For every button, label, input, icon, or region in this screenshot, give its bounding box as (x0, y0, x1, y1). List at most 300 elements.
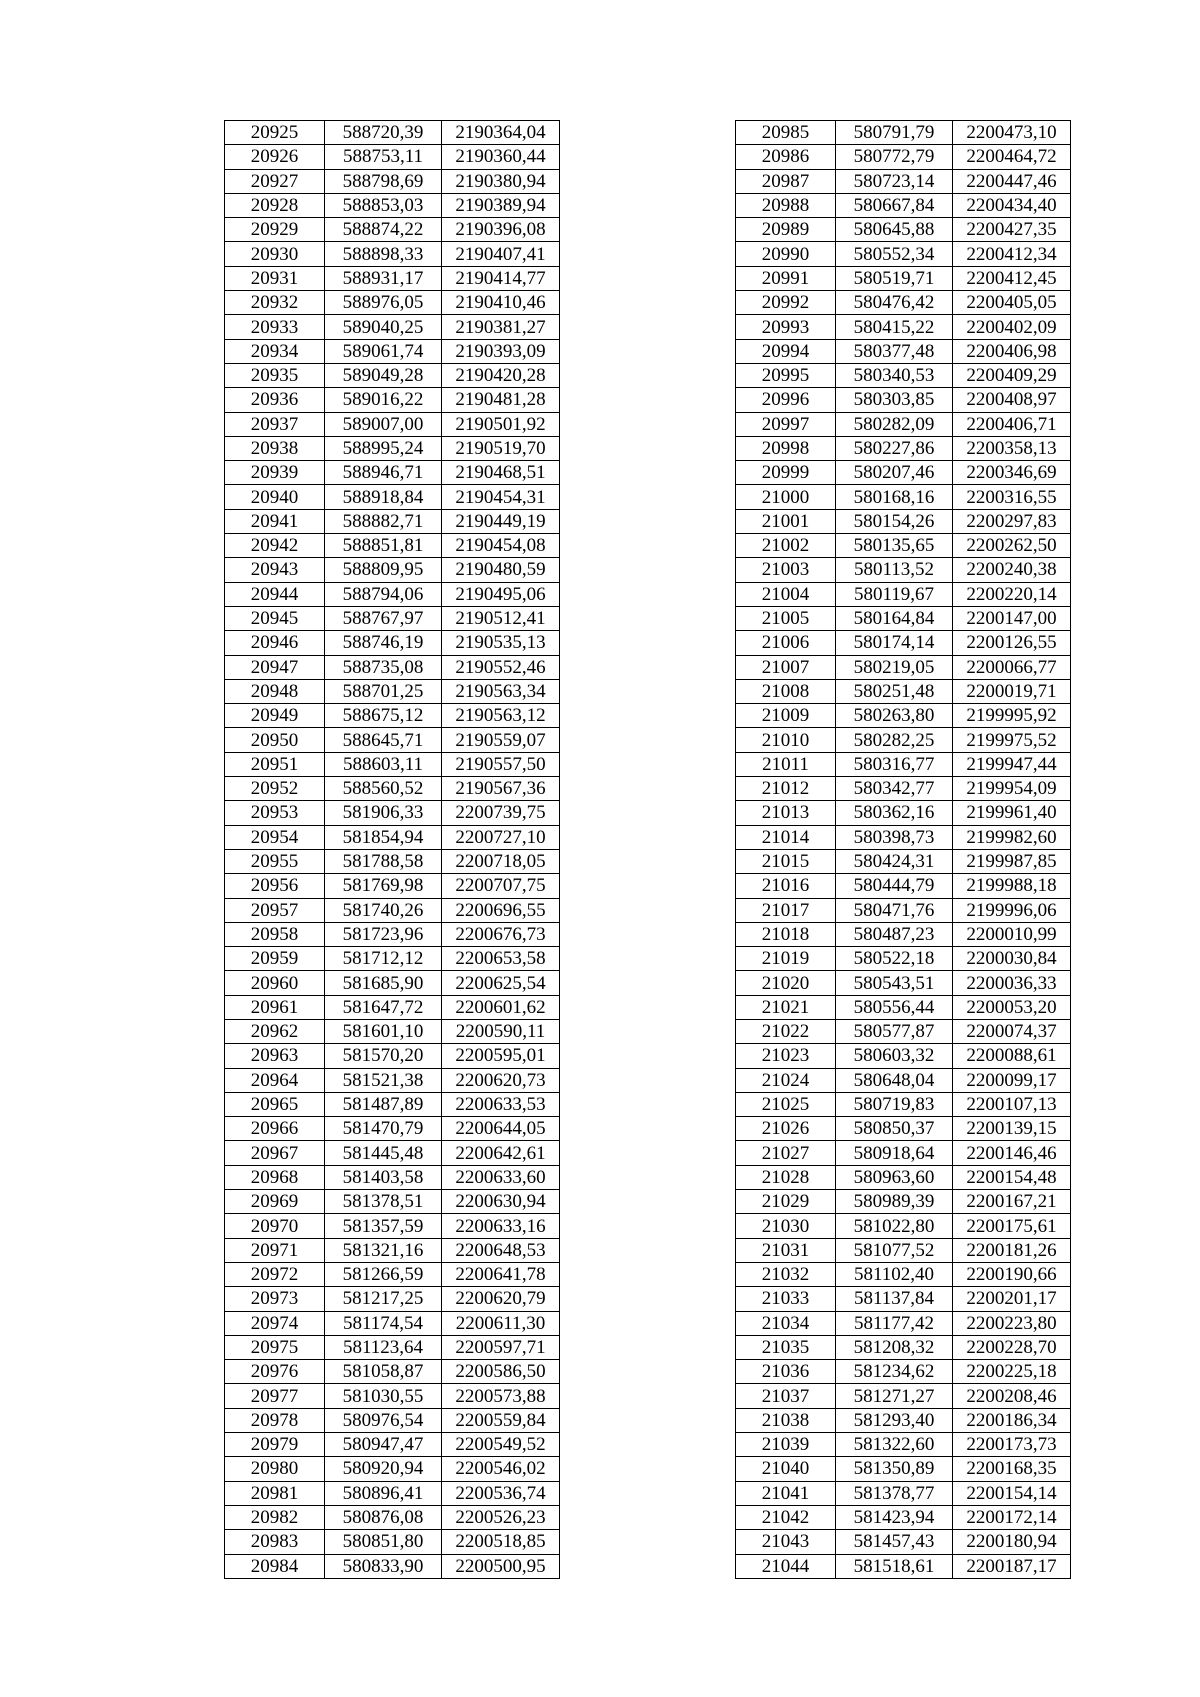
y-coordinate-cell: 2200053,20 (953, 995, 1071, 1019)
point-number-cell: 20967 (225, 1141, 325, 1165)
table-row (736, 606, 1071, 630)
y-coordinate-cell: 2190420,28 (442, 363, 560, 387)
point-number-cell: 20996 (736, 388, 836, 412)
point-number-cell: 20999 (736, 461, 836, 485)
y-coordinate-cell: 2190512,41 (442, 606, 560, 630)
table-row (225, 898, 560, 922)
x-coordinate-cell: 581470,79 (325, 1117, 442, 1141)
x-coordinate-cell: 580251,48 (836, 679, 953, 703)
x-coordinate-cell: 589040,25 (325, 315, 442, 339)
point-number-cell: 21020 (736, 971, 836, 995)
x-coordinate-cell: 588918,84 (325, 485, 442, 509)
point-number-cell: 20945 (225, 606, 325, 630)
point-number-cell: 21021 (736, 995, 836, 1019)
x-coordinate-cell: 581570,20 (325, 1044, 442, 1068)
point-number-cell: 20980 (225, 1457, 325, 1481)
y-coordinate-cell: 2190454,08 (442, 534, 560, 558)
x-coordinate-cell: 580552,34 (836, 242, 953, 266)
x-coordinate-cell: 581854,94 (325, 825, 442, 849)
x-coordinate-cell: 580471,76 (836, 898, 953, 922)
table-row (225, 339, 560, 363)
table-row (736, 752, 1071, 776)
point-number-cell: 20935 (225, 363, 325, 387)
table-row (225, 461, 560, 485)
table-row (225, 1530, 560, 1554)
table-row (225, 704, 560, 728)
table-row (225, 1384, 560, 1408)
x-coordinate-cell: 581293,40 (836, 1408, 953, 1432)
x-coordinate-cell: 580342,77 (836, 777, 953, 801)
table-row (736, 898, 1071, 922)
point-number-cell: 21012 (736, 777, 836, 801)
y-coordinate-cell: 2199961,40 (953, 801, 1071, 825)
table-row (225, 1214, 560, 1238)
point-number-cell: 20939 (225, 461, 325, 485)
x-coordinate-cell: 588753,11 (325, 145, 442, 169)
y-coordinate-cell: 2199975,52 (953, 728, 1071, 752)
x-coordinate-cell: 581378,51 (325, 1190, 442, 1214)
point-number-cell: 21007 (736, 655, 836, 679)
point-number-cell: 20928 (225, 193, 325, 217)
point-number-cell: 21025 (736, 1092, 836, 1116)
x-coordinate-cell: 580851,80 (325, 1530, 442, 1554)
table-row (225, 606, 560, 630)
y-coordinate-cell: 2200154,48 (953, 1165, 1071, 1189)
table-row (225, 291, 560, 315)
y-coordinate-cell: 2200434,40 (953, 193, 1071, 217)
table-row (225, 1287, 560, 1311)
point-number-cell: 21044 (736, 1554, 836, 1578)
point-number-cell: 20974 (225, 1311, 325, 1335)
y-coordinate-cell: 2200223,80 (953, 1311, 1071, 1335)
table-row (736, 1384, 1071, 1408)
x-coordinate-cell: 588882,71 (325, 509, 442, 533)
y-coordinate-cell: 2200590,11 (442, 1019, 560, 1043)
x-coordinate-cell: 580174,14 (836, 631, 953, 655)
table-row (736, 1165, 1071, 1189)
x-coordinate-cell: 580543,51 (836, 971, 953, 995)
table-row (736, 922, 1071, 946)
x-coordinate-cell: 581518,61 (836, 1554, 953, 1578)
point-number-cell: 20938 (225, 436, 325, 460)
table-row (736, 704, 1071, 728)
x-coordinate-cell: 580896,41 (325, 1481, 442, 1505)
y-coordinate-cell: 2200228,70 (953, 1335, 1071, 1359)
table-row (225, 315, 560, 339)
table-row (736, 1287, 1071, 1311)
y-coordinate-cell: 2190563,34 (442, 679, 560, 703)
point-number-cell: 21041 (736, 1481, 836, 1505)
table-row (736, 193, 1071, 217)
y-coordinate-cell: 2200573,88 (442, 1384, 560, 1408)
point-number-cell: 21008 (736, 679, 836, 703)
table-row (736, 363, 1071, 387)
point-number-cell: 21009 (736, 704, 836, 728)
table-row (225, 582, 560, 606)
y-coordinate-cell: 2200653,58 (442, 947, 560, 971)
point-number-cell: 20981 (225, 1481, 325, 1505)
point-number-cell: 21030 (736, 1214, 836, 1238)
point-number-cell: 20970 (225, 1214, 325, 1238)
y-coordinate-cell: 2200402,09 (953, 315, 1071, 339)
y-coordinate-cell: 2200536,74 (442, 1481, 560, 1505)
point-number-cell: 21002 (736, 534, 836, 558)
y-coordinate-cell: 2200633,16 (442, 1214, 560, 1238)
point-number-cell: 20957 (225, 898, 325, 922)
point-number-cell: 20977 (225, 1384, 325, 1408)
point-number-cell: 21016 (736, 874, 836, 898)
x-coordinate-cell: 581712,12 (325, 947, 442, 971)
point-number-cell: 20959 (225, 947, 325, 971)
y-coordinate-cell: 2190449,19 (442, 509, 560, 533)
x-coordinate-cell: 580876,08 (325, 1505, 442, 1529)
point-number-cell: 20987 (736, 169, 836, 193)
table-row (225, 655, 560, 679)
x-coordinate-cell: 588853,03 (325, 193, 442, 217)
point-number-cell: 20998 (736, 436, 836, 460)
x-coordinate-cell: 580719,83 (836, 1092, 953, 1116)
x-coordinate-cell: 580377,48 (836, 339, 953, 363)
point-number-cell: 20949 (225, 704, 325, 728)
table-row (225, 947, 560, 971)
x-coordinate-cell: 588701,25 (325, 679, 442, 703)
y-coordinate-cell: 2190380,94 (442, 169, 560, 193)
y-coordinate-cell: 2200707,75 (442, 874, 560, 898)
y-coordinate-cell: 2200201,17 (953, 1287, 1071, 1311)
table-row (736, 121, 1071, 145)
point-number-cell: 20953 (225, 801, 325, 825)
point-number-cell: 21035 (736, 1335, 836, 1359)
x-coordinate-cell: 581723,96 (325, 922, 442, 946)
y-coordinate-cell: 2200408,97 (953, 388, 1071, 412)
x-coordinate-cell: 588645,71 (325, 728, 442, 752)
table-row (736, 1190, 1071, 1214)
point-number-cell: 21023 (736, 1044, 836, 1068)
point-number-cell: 21010 (736, 728, 836, 752)
x-coordinate-cell: 588767,97 (325, 606, 442, 630)
point-number-cell: 20994 (736, 339, 836, 363)
point-number-cell: 21013 (736, 801, 836, 825)
y-coordinate-cell: 2200620,73 (442, 1068, 560, 1092)
table-row (225, 995, 560, 1019)
point-number-cell: 20947 (225, 655, 325, 679)
x-coordinate-cell: 580791,79 (836, 121, 953, 145)
point-number-cell: 20955 (225, 849, 325, 873)
x-coordinate-cell: 581321,16 (325, 1238, 442, 1262)
point-number-cell: 20982 (225, 1505, 325, 1529)
x-coordinate-cell: 581234,62 (836, 1360, 953, 1384)
y-coordinate-cell: 2190480,59 (442, 558, 560, 582)
table-row (736, 461, 1071, 485)
y-coordinate-cell: 2200406,71 (953, 412, 1071, 436)
x-coordinate-cell: 581457,43 (836, 1530, 953, 1554)
point-number-cell: 20973 (225, 1287, 325, 1311)
y-coordinate-cell: 2200586,50 (442, 1360, 560, 1384)
table-row (225, 1311, 560, 1335)
table-row (736, 1044, 1071, 1068)
x-coordinate-cell: 588603,11 (325, 752, 442, 776)
table-row (736, 412, 1071, 436)
table-row (225, 121, 560, 145)
table-row (225, 266, 560, 290)
table-row (736, 436, 1071, 460)
y-coordinate-cell: 2190519,70 (442, 436, 560, 460)
y-coordinate-cell: 2200126,55 (953, 631, 1071, 655)
table-row (225, 874, 560, 898)
table-row (736, 558, 1071, 582)
x-coordinate-cell: 580415,22 (836, 315, 953, 339)
y-coordinate-cell: 2190557,50 (442, 752, 560, 776)
point-number-cell: 20992 (736, 291, 836, 315)
x-coordinate-cell: 580340,53 (836, 363, 953, 387)
x-coordinate-cell: 580963,60 (836, 1165, 953, 1189)
x-coordinate-cell: 581357,59 (325, 1214, 442, 1238)
y-coordinate-cell: 2200633,60 (442, 1165, 560, 1189)
point-number-cell: 20930 (225, 242, 325, 266)
table-row (736, 1408, 1071, 1432)
y-coordinate-cell: 2200167,21 (953, 1190, 1071, 1214)
x-coordinate-cell: 581647,72 (325, 995, 442, 1019)
y-coordinate-cell: 2200546,02 (442, 1457, 560, 1481)
x-coordinate-cell: 581601,10 (325, 1019, 442, 1043)
y-coordinate-cell: 2199982,60 (953, 825, 1071, 849)
y-coordinate-cell: 2190381,27 (442, 315, 560, 339)
x-coordinate-cell: 588946,71 (325, 461, 442, 485)
y-coordinate-cell: 2200146,46 (953, 1141, 1071, 1165)
point-number-cell: 21024 (736, 1068, 836, 1092)
x-coordinate-cell: 588735,08 (325, 655, 442, 679)
y-coordinate-cell: 2190495,06 (442, 582, 560, 606)
y-coordinate-cell: 2200601,62 (442, 995, 560, 1019)
point-number-cell: 21000 (736, 485, 836, 509)
y-coordinate-cell: 2190389,94 (442, 193, 560, 217)
table-row (225, 922, 560, 946)
table-row (225, 1262, 560, 1286)
table-row (736, 1457, 1071, 1481)
table-row (736, 1238, 1071, 1262)
point-number-cell: 20943 (225, 558, 325, 582)
table-row (736, 242, 1071, 266)
y-coordinate-cell: 2200019,71 (953, 679, 1071, 703)
table-row (225, 1165, 560, 1189)
x-coordinate-cell: 581906,33 (325, 801, 442, 825)
x-coordinate-cell: 580362,16 (836, 801, 953, 825)
point-number-cell: 20950 (225, 728, 325, 752)
point-number-cell: 20984 (225, 1554, 325, 1578)
point-number-cell: 20931 (225, 266, 325, 290)
table-row (225, 1360, 560, 1384)
x-coordinate-cell: 580164,84 (836, 606, 953, 630)
y-coordinate-cell: 2200187,17 (953, 1554, 1071, 1578)
y-coordinate-cell: 2200147,00 (953, 606, 1071, 630)
y-coordinate-cell: 2200316,55 (953, 485, 1071, 509)
table-row (225, 1190, 560, 1214)
y-coordinate-cell: 2200727,10 (442, 825, 560, 849)
table-row (225, 509, 560, 533)
x-coordinate-cell: 580424,31 (836, 849, 953, 873)
x-coordinate-cell: 580850,37 (836, 1117, 953, 1141)
y-coordinate-cell: 2190501,92 (442, 412, 560, 436)
point-number-cell: 21005 (736, 606, 836, 630)
point-number-cell: 21011 (736, 752, 836, 776)
x-coordinate-cell: 581102,40 (836, 1262, 953, 1286)
x-coordinate-cell: 588798,69 (325, 169, 442, 193)
y-coordinate-cell: 2200010,99 (953, 922, 1071, 946)
point-number-cell: 20962 (225, 1019, 325, 1043)
table-row (736, 145, 1071, 169)
coordinates-table-left (224, 120, 560, 1579)
x-coordinate-cell: 580263,80 (836, 704, 953, 728)
point-number-cell: 20990 (736, 242, 836, 266)
y-coordinate-cell: 2200181,26 (953, 1238, 1071, 1262)
x-coordinate-cell: 581174,54 (325, 1311, 442, 1335)
table-row (736, 655, 1071, 679)
table-row (736, 266, 1071, 290)
table-row (736, 947, 1071, 971)
table-row (225, 801, 560, 825)
y-coordinate-cell: 2200030,84 (953, 947, 1071, 971)
y-coordinate-cell: 2200036,33 (953, 971, 1071, 995)
x-coordinate-cell: 580920,94 (325, 1457, 442, 1481)
table-row (225, 1117, 560, 1141)
x-coordinate-cell: 588976,05 (325, 291, 442, 315)
table-row (736, 1481, 1071, 1505)
y-coordinate-cell: 2200172,14 (953, 1505, 1071, 1529)
x-coordinate-cell: 589061,74 (325, 339, 442, 363)
y-coordinate-cell: 2200648,53 (442, 1238, 560, 1262)
x-coordinate-cell: 580119,67 (836, 582, 953, 606)
table-row (225, 1481, 560, 1505)
x-coordinate-cell: 581521,38 (325, 1068, 442, 1092)
table-row (736, 801, 1071, 825)
y-coordinate-cell: 2200225,18 (953, 1360, 1071, 1384)
y-coordinate-cell: 2200180,94 (953, 1530, 1071, 1554)
point-number-cell: 20933 (225, 315, 325, 339)
point-number-cell: 20968 (225, 1165, 325, 1189)
y-coordinate-cell: 2200208,46 (953, 1384, 1071, 1408)
y-coordinate-cell: 2199995,92 (953, 704, 1071, 728)
table-row (225, 1238, 560, 1262)
table-row (225, 534, 560, 558)
table-row (225, 1068, 560, 1092)
table-row (736, 631, 1071, 655)
x-coordinate-cell: 580519,71 (836, 266, 953, 290)
x-coordinate-cell: 581788,58 (325, 849, 442, 873)
point-number-cell: 20940 (225, 485, 325, 509)
table-row (736, 971, 1071, 995)
y-coordinate-cell: 2199996,06 (953, 898, 1071, 922)
table-row (736, 679, 1071, 703)
y-coordinate-cell: 2200644,05 (442, 1117, 560, 1141)
x-coordinate-cell: 588995,24 (325, 436, 442, 460)
table-row (736, 1141, 1071, 1165)
y-coordinate-cell: 2200625,54 (442, 971, 560, 995)
y-coordinate-cell: 2199987,85 (953, 849, 1071, 873)
x-coordinate-cell: 580487,23 (836, 922, 953, 946)
y-coordinate-cell: 2200473,10 (953, 121, 1071, 145)
point-number-cell: 20956 (225, 874, 325, 898)
y-coordinate-cell: 2190563,12 (442, 704, 560, 728)
table-row (736, 728, 1071, 752)
table-row (736, 509, 1071, 533)
point-number-cell: 21032 (736, 1262, 836, 1286)
x-coordinate-cell: 580282,09 (836, 412, 953, 436)
table-row (225, 631, 560, 655)
y-coordinate-cell: 2190396,08 (442, 218, 560, 242)
point-number-cell: 21040 (736, 1457, 836, 1481)
y-coordinate-cell: 2200412,34 (953, 242, 1071, 266)
point-number-cell: 20964 (225, 1068, 325, 1092)
y-coordinate-cell: 2190414,77 (442, 266, 560, 290)
y-coordinate-cell: 2200240,38 (953, 558, 1071, 582)
x-coordinate-cell: 589016,22 (325, 388, 442, 412)
table-row (736, 1019, 1071, 1043)
y-coordinate-cell: 2200297,83 (953, 509, 1071, 533)
y-coordinate-cell: 2200676,73 (442, 922, 560, 946)
table-row (225, 1554, 560, 1578)
y-coordinate-cell: 2200597,71 (442, 1335, 560, 1359)
table-row (225, 1044, 560, 1068)
x-coordinate-cell: 581058,87 (325, 1360, 442, 1384)
y-coordinate-cell: 2190481,28 (442, 388, 560, 412)
table-row (225, 679, 560, 703)
x-coordinate-cell: 588794,06 (325, 582, 442, 606)
point-number-cell: 21026 (736, 1117, 836, 1141)
point-number-cell: 21015 (736, 849, 836, 873)
table-row (736, 1311, 1071, 1335)
x-coordinate-cell: 581022,80 (836, 1214, 953, 1238)
x-coordinate-cell: 580772,79 (836, 145, 953, 169)
x-coordinate-cell: 580316,77 (836, 752, 953, 776)
table-row (225, 436, 560, 460)
x-coordinate-cell: 581423,94 (836, 1505, 953, 1529)
x-coordinate-cell: 581350,89 (836, 1457, 953, 1481)
point-number-cell: 21036 (736, 1360, 836, 1384)
point-number-cell: 21033 (736, 1287, 836, 1311)
point-number-cell: 21042 (736, 1505, 836, 1529)
y-coordinate-cell: 2200175,61 (953, 1214, 1071, 1238)
x-coordinate-cell: 588746,19 (325, 631, 442, 655)
table-row (736, 1554, 1071, 1578)
y-coordinate-cell: 2200696,55 (442, 898, 560, 922)
point-number-cell: 21034 (736, 1311, 836, 1335)
table-row (736, 874, 1071, 898)
point-number-cell: 20966 (225, 1117, 325, 1141)
y-coordinate-cell: 2200620,79 (442, 1287, 560, 1311)
x-coordinate-cell: 580667,84 (836, 193, 953, 217)
table-row (736, 534, 1071, 558)
y-coordinate-cell: 2199988,18 (953, 874, 1071, 898)
point-number-cell: 20952 (225, 777, 325, 801)
point-number-cell: 21031 (736, 1238, 836, 1262)
point-number-cell: 21017 (736, 898, 836, 922)
x-coordinate-cell: 581123,64 (325, 1335, 442, 1359)
table-row (225, 485, 560, 509)
point-number-cell: 20983 (225, 1530, 325, 1554)
y-coordinate-cell: 2200412,45 (953, 266, 1071, 290)
table-row (225, 777, 560, 801)
y-coordinate-cell: 2190364,04 (442, 121, 560, 145)
y-coordinate-cell: 2200611,30 (442, 1311, 560, 1335)
point-number-cell: 20942 (225, 534, 325, 558)
point-number-cell: 21043 (736, 1530, 836, 1554)
point-number-cell: 21022 (736, 1019, 836, 1043)
y-coordinate-cell: 2200518,85 (442, 1530, 560, 1554)
table-row (225, 412, 560, 436)
point-number-cell: 21029 (736, 1190, 836, 1214)
point-number-cell: 20975 (225, 1335, 325, 1359)
table-row (736, 825, 1071, 849)
